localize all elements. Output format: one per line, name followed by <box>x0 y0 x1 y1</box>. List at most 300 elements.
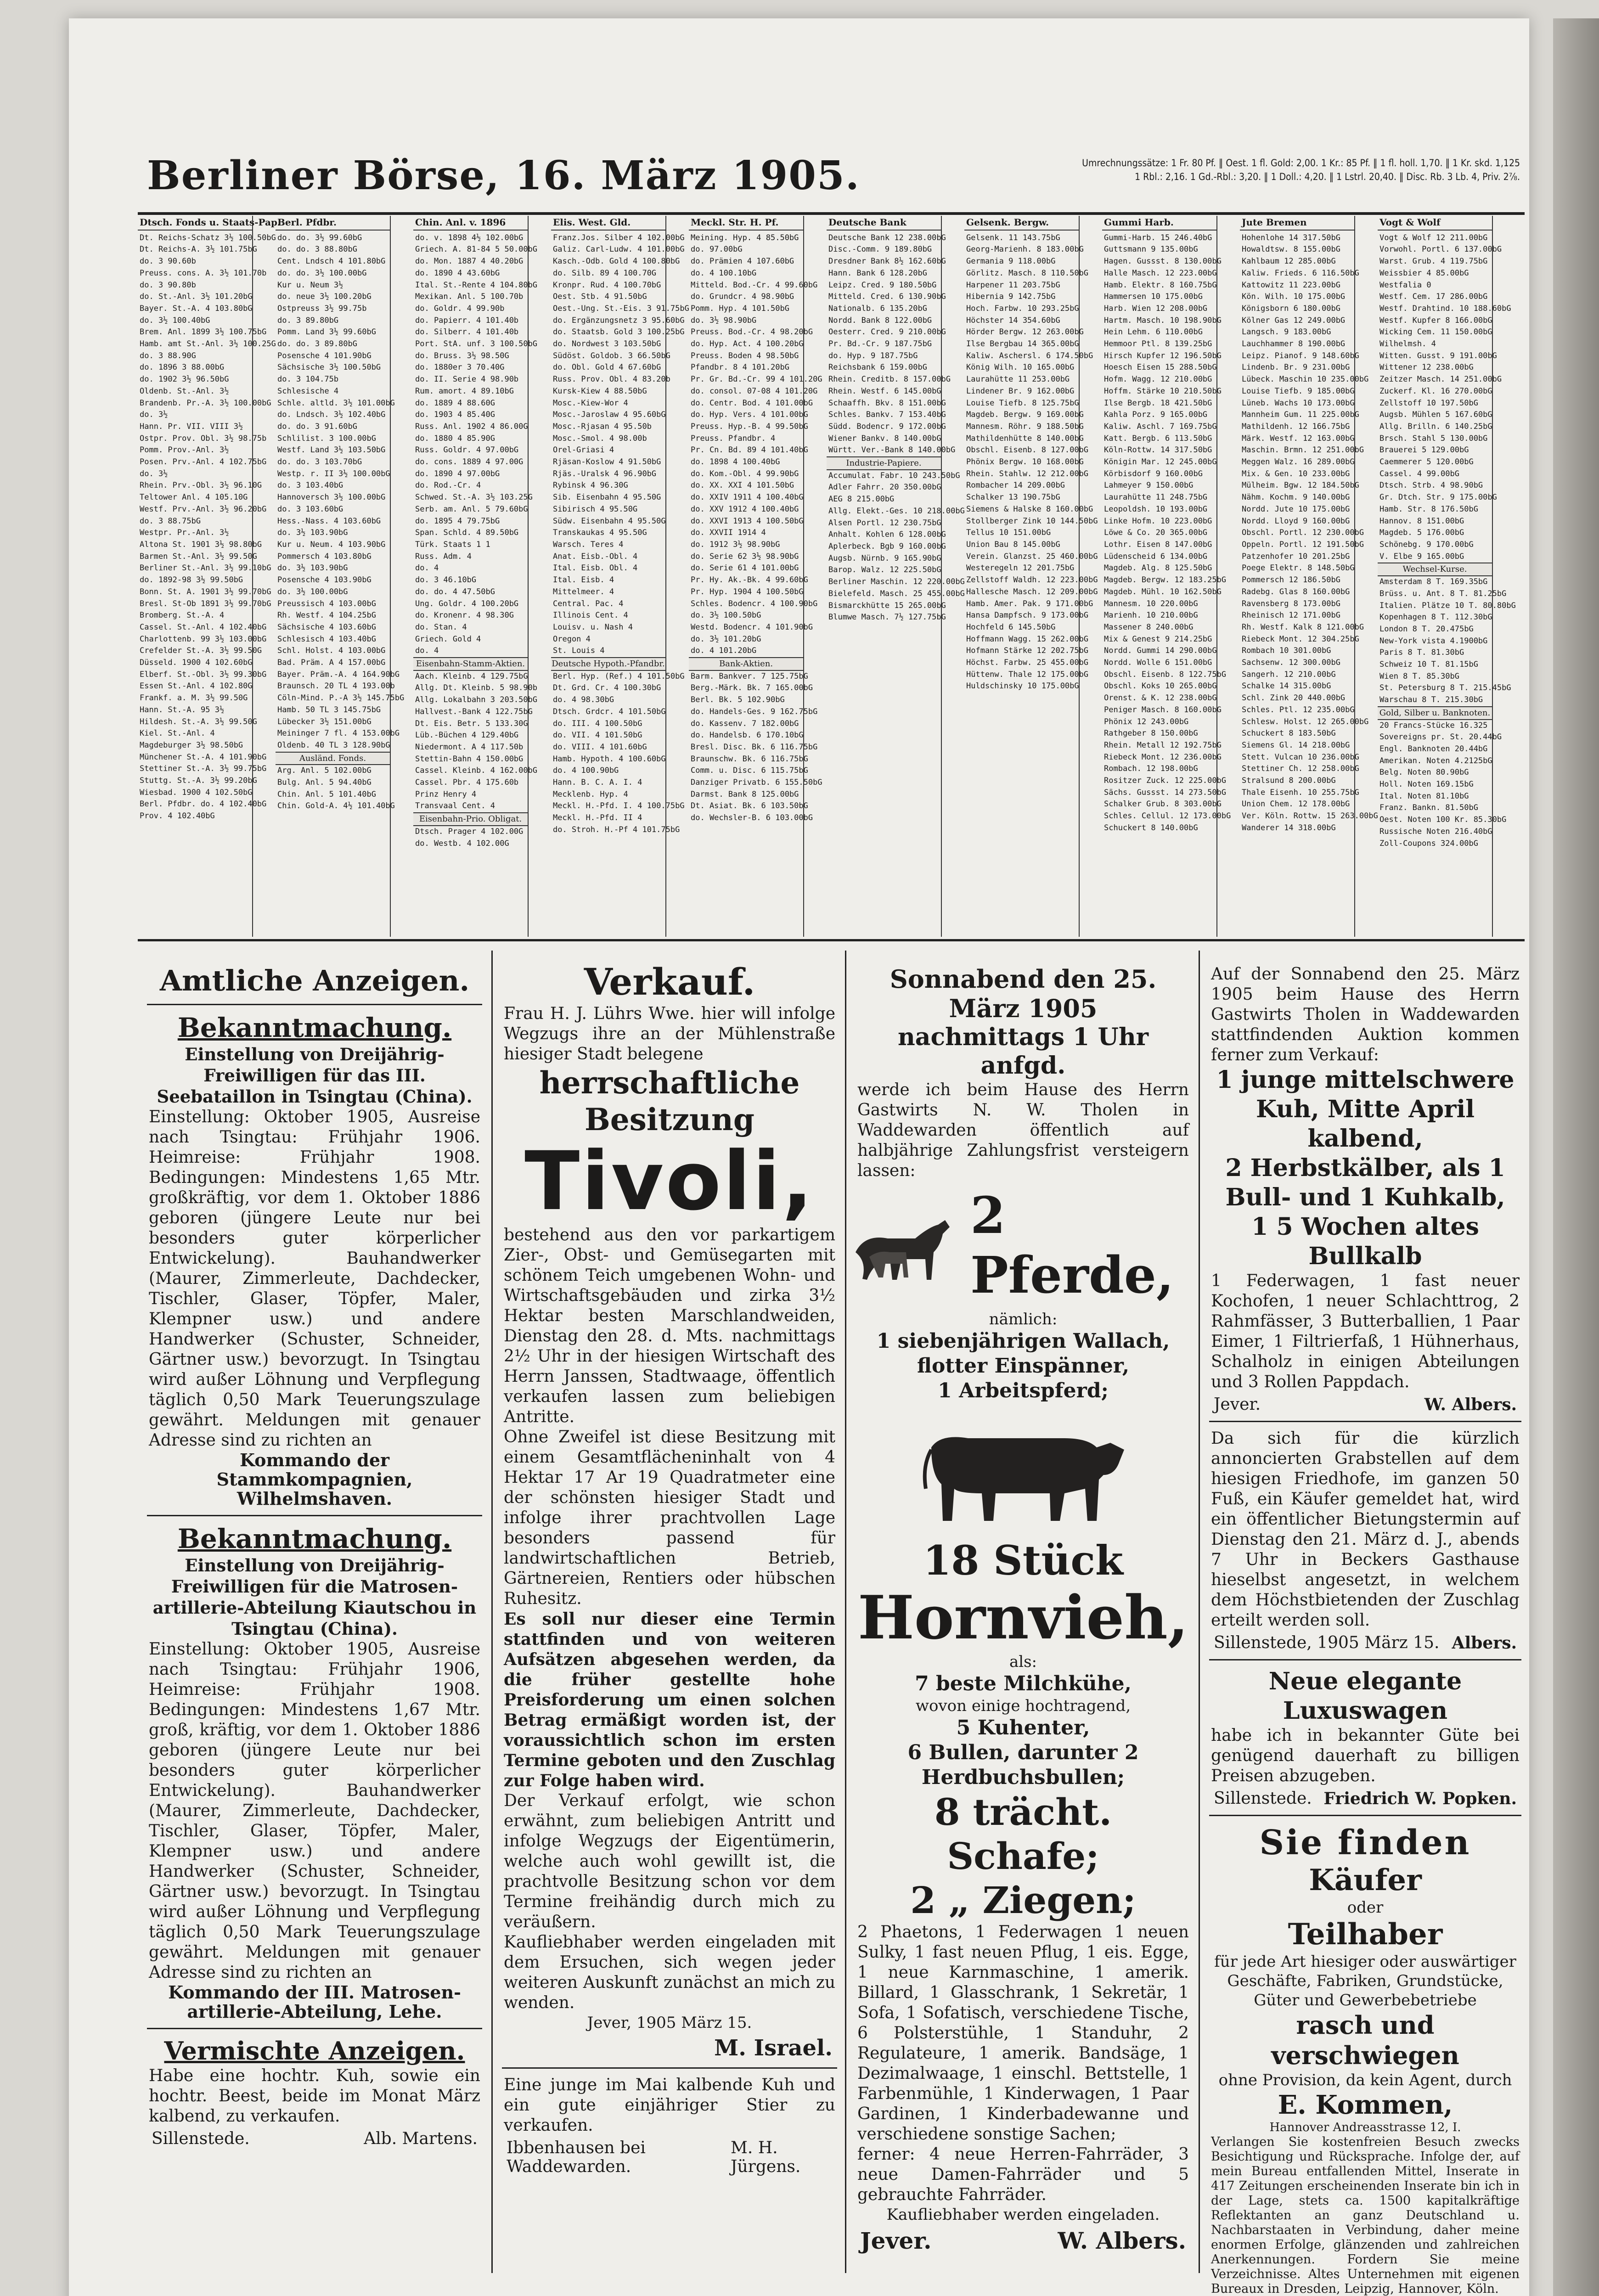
sale-signer: M. Israel. <box>714 2035 833 2061</box>
stock-row: Russische Noten 216.40bG <box>1379 827 1492 836</box>
stock-row: Vorwohl. Portl. 6 137.00bG <box>1379 245 1502 254</box>
stock-row: Russ. Adm. 4 <box>415 551 472 561</box>
stock-row: Brüss. u. Ant. 8 T. 81.25bG <box>1379 589 1507 598</box>
grave-signature <box>1214 1633 1517 1653</box>
goats-line: 2 „ Ziegen; <box>910 1879 1136 1922</box>
stock-row: Russ. Prov. Obl. 4 83.20b <box>553 375 670 384</box>
stocks-rule-bottom <box>138 939 1525 941</box>
stock-row: Mannesm. 10 220.00bG <box>1104 599 1198 608</box>
stock-row: do. do. 3½ 100.00bG <box>277 268 367 278</box>
stock-section-heading: Bank-Aktien. <box>689 657 803 671</box>
stock-row: Westp. r. II 3½ 100.00bG <box>277 469 390 478</box>
stock-row: Meckl. H.-Pfd. II 4 <box>553 813 642 823</box>
stock-row: do. neue 3½ 100.20bG <box>277 292 372 302</box>
stock-row: Holl. Noten 169.15bG <box>1379 780 1474 789</box>
stock-column <box>827 216 965 937</box>
stock-row: Rositzer Zuck. 12 225.00bG <box>1104 776 1227 786</box>
stock-row: Louise Tiefb. 8 125.75bG <box>966 398 1079 408</box>
estate-name: Tivoli, <box>524 1134 815 1228</box>
stock-row: Georg-Marienh. 8 183.00bG <box>966 245 1084 254</box>
sheep-line: 8 trächt. Schafe; <box>934 1790 1112 1878</box>
stock-row: do. do. 3 89.80bG <box>277 339 357 349</box>
stock-row: Kaliw. Aschersl. 6 174.50bG <box>966 351 1093 360</box>
stock-row: Gelsenk. 11 143.75bG <box>966 233 1060 242</box>
stock-table <box>138 216 1515 937</box>
stock-row: Westf. Land 3½ 103.50bG <box>277 445 386 455</box>
stock-row: Vogt & Wolf 12 211.00bG <box>1379 233 1488 242</box>
stock-row: do. Kronenr. 4 98.30G <box>415 611 514 620</box>
stock-row: Lahmeyer 9 150.00bG <box>1104 481 1194 490</box>
stock-row: Nordd. Bank 8 122.00bG <box>828 315 932 325</box>
stock-row: do. Silb. 89 4 100.70G <box>553 268 657 278</box>
stock-row: Sächs. Gussst. 14 273.50bG <box>1104 788 1227 797</box>
stock-row: Engl. Banknoten 20.44bG <box>1379 744 1488 754</box>
stock-row: Griech. Gold 4 <box>415 634 481 644</box>
cow-ad-place: Ibbenhausen bei Waddewarden. <box>507 2138 646 2176</box>
stock-row: Königin Mar. 12 245.00bG <box>1104 457 1217 467</box>
stock-row: do. Grundcr. 4 98.90bG <box>691 292 794 302</box>
stock-row: Hartm. Masch. 10 198.90bG <box>1104 315 1222 325</box>
stock-row: do. Prämien 4 107.60bG <box>691 257 794 266</box>
sf-heading: Sie finden <box>1259 1823 1471 1863</box>
stock-row: do. 4 <box>415 646 439 656</box>
stock-column <box>551 216 689 937</box>
stock-row: Südw. Eisenbahn 4 95.50G <box>553 516 666 526</box>
stock-row: Sächsische 3½ 100.50bG <box>277 363 381 372</box>
stock-row: Darmst. Bank 8 125.00bG <box>691 789 799 799</box>
stock-row: do. 3½ 101.20bG <box>691 634 761 644</box>
stock-row: Riebeck Mont. 12 304.25bG <box>1242 634 1359 644</box>
stock-row: do. 97.00bG <box>691 245 743 254</box>
stock-row: Bulg. Anl. 5 94.40bG <box>277 778 372 788</box>
stock-row: Chin. Anl. 5 101.40bG <box>277 789 376 799</box>
stock-row: Posensche 4 103.90bG <box>277 575 372 585</box>
horse-icon <box>846 1202 961 1289</box>
stock-row: Comm. u. Disc. 6 115.75bG <box>691 766 808 776</box>
stock-row: Gummi-Harb. 15 246.40bG <box>1104 233 1212 242</box>
ad-column-official <box>138 951 491 2273</box>
stock-row: Mosc.-Kiew-Wor 4 <box>553 398 628 408</box>
stock-row: Pomm. Prov.-Anl. 3½ <box>140 445 229 455</box>
stock-row: Berl. Bk. 5 102.90bG <box>691 695 785 705</box>
stock-row: Görlitz. Masch. 8 110.50bG <box>966 268 1089 278</box>
stock-row: Sovereigns pr. St. 20.44bG <box>1379 732 1502 742</box>
stock-row: Schles. Cellul. 12 173.00bG <box>1104 811 1231 821</box>
stock-row: Caemmerer 5 120.00bG <box>1379 457 1474 467</box>
stock-row: Orenst. & K. 12 238.00bG <box>1104 693 1217 703</box>
stock-row: Berg.-Märk. Bk. 7 165.00bG <box>691 683 813 693</box>
stock-row: Sibirisch 4 95.50G <box>553 504 638 514</box>
stock-row: do. do. 3 103.70bG <box>277 457 362 467</box>
stock-row: Ital. Eisb. Obl. 4 <box>553 563 638 573</box>
stock-row: Rathgeber 8 150.00bG <box>1104 729 1198 738</box>
rates-line-1: Umrechnungssätze: 1 Fr. 80 Pf. ‖ Oest. 1 fl. Gold: 2,00. 1 Kr.: 85 Pf. ‖ 1 fl. holl. 1,70. ‖ 1 Kr. skd. 1,125 <box>1082 158 1520 169</box>
stock-row: Verein. Glanzst. 25 460.00bG <box>966 551 1098 561</box>
auction-place: Jever. <box>860 2227 932 2254</box>
divider <box>1209 1659 1521 1660</box>
stock-row: Transkaukas 4 95.50G <box>553 528 647 538</box>
stock-row: Bayer. Präm.-A. 4 164.90bG <box>277 670 400 679</box>
stock-section-heading: Gold, Silber u. Banknoten. <box>1378 706 1492 720</box>
stock-row: Schuckert 8 140.00bG <box>1104 823 1198 833</box>
stock-row: Leipz. Pianof. 9 148.60bG <box>1242 351 1359 360</box>
stock-row: Hildesh. St.-A. 3½ 99.50G <box>140 717 257 726</box>
stock-row: Stollberger Zink 10 144.50bG <box>966 516 1098 526</box>
stock-row: Preuss. Pfandbr. 4 <box>691 433 776 443</box>
stock-row: Weissbier 4 85.00bG <box>1379 268 1469 278</box>
stock-row: Schlesische 4 <box>277 386 339 396</box>
stock-row: Blumwe Masch. 7½ 127.75bG <box>828 613 946 622</box>
stock-row: do. do. 3 88.80bG <box>277 245 357 254</box>
stock-row: Rjäsan-Koslow 4 91.50bG <box>553 457 661 467</box>
stock-row: Meining. Hyp. 4 85.50bG <box>691 233 799 242</box>
stock-column <box>964 216 1098 937</box>
stock-row: Frankf. a. M. 3½ 99.50G <box>140 693 248 703</box>
stock-row: Mecklenb. Hyp. 4 <box>553 789 628 799</box>
stock-row: Witten. Gusst. 9 191.00bG <box>1379 351 1497 360</box>
stock-row: Kahlbaum 12 285.00bG <box>1242 257 1336 266</box>
stock-row: Disc.-Comm. 9 189.80bG <box>828 245 932 254</box>
divider <box>147 2028 482 2029</box>
stock-row: Pommersch 12 186.50bG <box>1242 575 1340 585</box>
stock-row: Prov. 4 102.40bG <box>140 811 215 821</box>
divider <box>502 2067 837 2069</box>
stock-row: Marienh. 10 210.00bG <box>1104 611 1198 620</box>
stock-row: Obschl. Eisenb. 8 127.00bG <box>966 445 1089 455</box>
stock-row: Mathildenh. 12 166.75bG <box>1242 422 1350 431</box>
sale-text-2: Ohne Zweifel ist diese Besitzung mit einem Gesamtflächeninhalt von 4 Hektar 17 Ar 19 Quadratmeter eine der schönsten hiesiger Stadt und infolge ihrer prachtvollen Lage besonders passend für landwirtschaftlichen Betrieb, Gärtnereien, Rentiers oder hübschen Ruhesitz. <box>504 1428 835 1608</box>
stock-row: Alsen Portl. 12 230.75bG <box>828 518 941 528</box>
cattle-1b: wovon einige hochtragend, <box>915 1697 1131 1715</box>
stock-row: Zellstoff 10 197.50bG <box>1379 398 1478 408</box>
stock-column-head: Deutsche Bank <box>827 216 941 231</box>
stock-section-heading: Eisenbahn-Prio. Obligat. <box>413 812 528 826</box>
stock-row: do. Rod.-Cr. 4 <box>415 481 481 490</box>
stock-row: 20 Francs-Stücke 16.325 <box>1379 720 1488 730</box>
stock-row: Westeregeln 12 201.75bG <box>966 563 1075 573</box>
stock-row: do. Handelsb. 6 170.10bG <box>691 731 804 740</box>
sf-or: oder <box>1347 1898 1384 1917</box>
stock-row: Rjäs.-Uralsk 4 96.90bG <box>553 469 657 478</box>
stock-row: do. 1902 3½ 96.50bG <box>140 375 229 384</box>
lux-signature <box>1214 1789 1517 1808</box>
stock-row: Mosc.-Smol. 4 98.00b <box>553 433 647 443</box>
stock-row: Berl. Pfdbr. do. 4 102.40bG <box>140 799 267 809</box>
stock-row: do. 3½ <box>140 410 168 420</box>
stock-row: do. 3 89.80bG <box>277 315 339 325</box>
stock-row: Mix & Genest 9 214.25bG <box>1104 634 1212 644</box>
stock-row: do. VIII. 4 101.60bG <box>553 742 647 752</box>
stock-row: do. III. 4 100.50bG <box>553 719 642 728</box>
stock-row: St. Louis 4 <box>553 646 605 656</box>
stock-row: do. Westb. 4 102.00G <box>415 838 509 848</box>
extra-item-3: 1 5 Wochen altes Bullkalb <box>1251 1213 1479 1270</box>
stock-row: Riebeck Mont. 12 236.00bG <box>1104 752 1222 762</box>
stock-row: do. Serie 61 4 101.00bG <box>691 563 799 573</box>
stock-row: Wittener 12 238.00bG <box>1379 363 1474 372</box>
stock-row: Schönebg. 9 170.00bG <box>1379 540 1474 549</box>
stock-row: Cassel. Kleinb. 4 162.00bG <box>415 766 538 776</box>
stock-row: Oregon 4 <box>553 634 591 644</box>
stock-column-head: Chin. Anl. v. 1896 <box>413 216 528 231</box>
stock-row: Maschin. Brmn. 12 251.00bG <box>1242 445 1364 455</box>
stock-row: Warschau 8 T. 215.30bG <box>1379 695 1483 705</box>
stock-row: Cöln-Mind. P.-A 3½ 145.75bG <box>277 693 405 703</box>
stock-row: AEG 8 215.00bG <box>828 495 895 504</box>
stock-column-head: Gummi Harb. <box>1102 216 1216 231</box>
stock-row: Zoll-Coupons 324.00bG <box>1379 838 1478 848</box>
stock-row: do. VII. 4 101.50bG <box>553 731 642 740</box>
stock-row: Pfandbr. 8 4 101.20bG <box>691 363 789 372</box>
stock-row: Magdeb. Mühl. 10 162.50bG <box>1104 587 1222 597</box>
stock-row: Oesterr. Cred. 9 210.00bG <box>828 327 946 337</box>
stock-row: Transvaal Cent. 4 <box>415 801 495 811</box>
stock-row: Dtsch. Strb. 4 98.90bG <box>1379 481 1483 490</box>
stock-row: do. St.-Anl. 3½ 101.20bG <box>140 292 253 302</box>
stock-row: Stett. Vulcan 10 236.00bG <box>1242 752 1359 762</box>
stock-row: Kaliw. Aschl. 7 169.75bG <box>1104 422 1217 431</box>
stock-row: Rombach 10 301.00bG <box>1242 646 1331 656</box>
stock-row: Poege Elektr. 8 148.50bG <box>1242 563 1355 573</box>
stock-row: do. 1890 4 97.00bG <box>415 469 500 478</box>
stock-row: Niedermont. A 4 117.50b <box>415 742 524 752</box>
stock-row: Württ. Ver.-Bank 8 140.00bG <box>828 445 956 455</box>
stock-row: Hess.-Nass. 4 103.60bG <box>277 516 381 526</box>
stock-row: Schles. Bankv. 7 153.40bG <box>828 410 946 420</box>
stock-row: Magdeb. Bergw. 9 169.00bG <box>966 410 1084 420</box>
stock-row: Brauerei 5 129.00bG <box>1379 445 1469 455</box>
stock-row: Guttsmann 9 135.00bG <box>1104 245 1198 254</box>
stock-row: Hansa Dampfsch. 9 173.00bG <box>966 611 1089 620</box>
grave-signer: Albers. <box>1452 1633 1517 1653</box>
stock-row: Schlesisch 4 103.40bG <box>277 634 376 644</box>
sf-address: Hannover Andreasstrasse 12, I. <box>1269 2121 1461 2134</box>
stock-row: Westpr. Pr.-Anl. 3½ <box>140 528 229 538</box>
stock-row: do. Hyp. 9 187.75bG <box>828 351 918 360</box>
stock-row: Hörder Bergw. 12 263.00bG <box>966 327 1084 337</box>
stock-row: Schaaffh. Bkv. 8 151.00bG <box>828 398 946 408</box>
stock-row: Anhalt. Kohlen 6 128.00bG <box>828 530 946 540</box>
stock-row: Hofmann Stärke 12 202.75bG <box>966 646 1089 656</box>
stock-row: Hochfeld 6 145.50bG <box>966 622 1056 632</box>
stock-row: Accumulat. Fabr. 10 243.50bG <box>828 471 960 480</box>
stock-row: do. Hyp. Act. 4 100.20bG <box>691 339 804 349</box>
stock-row: do. Wechsler-B. 6 103.00bG <box>691 813 813 823</box>
stock-row: New-York vista 4.1900bG <box>1379 636 1488 646</box>
ad-column-tivoli <box>491 951 846 2273</box>
stock-row: Preuss. cons. A. 3½ 101.70b <box>140 268 267 278</box>
stock-row: Huldschinsky 10 175.00bG <box>966 681 1079 691</box>
stock-row: Schwed. St.-A. 3½ 103.25G <box>415 493 533 502</box>
stock-row: Hamb. 50 TL 3 145.75bG <box>277 705 381 715</box>
stock-row: Schweiz 10 T. 81.15bG <box>1379 660 1478 670</box>
stock-row: Schl. Zink 20 440.00bG <box>1242 693 1346 703</box>
stock-row: Louisv. u. Nash 4 <box>553 622 633 632</box>
stock-row: Höchst. Farbw. 25 455.00bG <box>966 658 1089 668</box>
cattle-1: 7 beste Milchkühe, <box>915 1672 1132 1695</box>
stock-row: Lauchhammer 8 190.00bG <box>1242 339 1346 349</box>
stock-row: do. 1896 3 88.00bG <box>140 363 225 372</box>
stock-row: Pomm. Hyp. 4 101.50bG <box>691 304 789 313</box>
stock-row: St. Petersburg 8 T. 215.45bG <box>1379 683 1511 693</box>
stock-row: Bad. Präm. A 4 157.00bG <box>277 658 386 668</box>
auction-buyers: Kaufliebhaber werden eingeladen. <box>886 2206 1160 2224</box>
notice-2-address: Kommando der III. Matrosen-artillerie-Abteilung, Lehe. <box>168 1982 461 2022</box>
stock-row: Anat. Eisb.-Obl. 4 <box>553 551 638 561</box>
estate-label: herrschaftliche Besitzung <box>539 1065 800 1137</box>
stock-row: Hoffm. Stärke 10 210.50bG <box>1104 386 1222 396</box>
stock-row: Hohenlohe 14 317.50bG <box>1242 233 1340 242</box>
stock-row: Münchener St.-A. 4 101.90bG <box>140 752 267 762</box>
stock-row: do. Kom.-Obl. 4 99.90bG <box>691 469 799 478</box>
stock-row: do. do. 3½ 99.60bG <box>277 233 362 242</box>
stock-row: do. Nordwest 3 103.50bG <box>553 339 661 349</box>
stock-row: Magdeb. Alg. 8 125.50bG <box>1104 563 1212 573</box>
stock-row: Brsch. Stahl 5 130.00bG <box>1379 433 1488 443</box>
horses-row <box>846 1186 1200 1305</box>
stock-row: Kasch.-Odb. Gold 4 100.80bG <box>553 257 680 266</box>
stock-column <box>276 216 405 937</box>
stock-row: Orel-Griasi 4 <box>553 445 614 455</box>
stock-row: Hein Lehm. 6 110.00bG <box>1104 327 1203 337</box>
stock-row: do. Centr. Bod. 4 101.00bG <box>691 398 813 408</box>
cattle-label: Hornvieh, <box>858 1582 1188 1653</box>
stock-row: Oldenb. St.-Anl. 3½ <box>140 386 229 396</box>
stock-row: do. 3 90.80b <box>140 280 196 290</box>
stock-row: Allg. Brilln. 6 140.25bG <box>1379 422 1492 431</box>
stock-row: do. 1880 4 85.90G <box>415 433 495 443</box>
stock-row: Allg. Lokalbahn 3 203.50bG <box>415 695 538 705</box>
stock-row: do. 1895 4 79.75bG <box>415 516 500 526</box>
stock-row: do. Staatsb. Gold 3 100.25bG <box>553 327 685 337</box>
stock-row: Essen St.-Anl. 4 102.80G <box>140 681 253 691</box>
stock-column <box>413 216 538 937</box>
auction-time: nachmittags 1 Uhr anfgd. <box>897 1023 1149 1080</box>
stock-row: Ilse Bergbau 14 365.00bG <box>966 339 1079 349</box>
stock-row: Russ. Goldr. 4 97.00bG <box>415 445 519 455</box>
stock-row: Hannoversch 3½ 100.00bG <box>277 493 386 502</box>
stock-row: do. 4 100.90bG <box>553 766 619 776</box>
stock-row: Kronpr. Rud. 4 100.70bG <box>553 280 661 290</box>
stock-row: Nordd. Wolle 6 151.00bG <box>1104 658 1212 668</box>
stock-row: Preuss. Boden 4 98.50bG <box>691 351 799 360</box>
stock-row: Rybinsk 4 96.30G <box>553 481 628 490</box>
misc-signature <box>152 2129 478 2148</box>
stock-row: Meckl. H.-Pfd. I. 4 100.75bG <box>553 801 685 811</box>
stock-row: do. 3 90.60b <box>140 257 196 266</box>
stock-row: Port. StA. unf. 3 100.50bG <box>415 339 538 349</box>
cattle-als: als: <box>1009 1653 1037 1671</box>
stock-row: Düsseld. 1900 4 102.60bG <box>140 658 253 668</box>
rates-line-2: 1 Rbl.: 2,16. 1 Gd.-Rbl.: 3,20. ‖ 1 Doll.: 4,20. ‖ 1 Lstrl. 20,40. ‖ Disc. Rb. 3 Lb. 4, Priv. 2⅞. <box>1135 171 1520 182</box>
divider <box>1209 1815 1521 1816</box>
page-spine <box>1553 18 1599 2296</box>
stock-column <box>689 216 822 937</box>
advertisements <box>138 951 1520 2296</box>
stock-row: Südd. Bodencr. 9 172.00bG <box>828 422 946 431</box>
notice-2-text: Einstellung: Oktober 1905, Ausreise nach Tsingtau: Frühjahr 1906, Heimreise: Frühjahr 1908. Bedingungen: Mindestens 1,67 Mtr. groß, kräftig, vor dem 1. Oktober 1886 geboren (jüngere Leute nur bei besonders guter körperlicher Entwickelung). Bauhandwerker (Maurer, Zimmerleute, Dachdecker, Tischler, Glaser, Töpfer, Maler, Klempner usw.) und andere Handwerker (Schuster, Schneider, Gärtner usw.) bevorzugt. In Tsingtau wird außer Löhnung und Verpflegung täglich 0,50 Mark Teuerungszulage gewährt. Meldungen mit genauer Adresse sind zu richten an <box>149 1640 480 1982</box>
conversion-rates <box>1024 156 1520 184</box>
extra-signature <box>1214 1395 1517 1414</box>
stock-row: Rheinisch 12 171.00bG <box>1242 611 1340 620</box>
stock-row: Mülheim. Bgw. 12 184.50bG <box>1242 481 1359 490</box>
stock-row: Hann. Pr. VII. VIII 3½ <box>140 422 243 431</box>
stock-row: Hallvest.-Bank 4 122.75bG <box>415 707 533 716</box>
stock-row: Hann. Bank 6 128.20bG <box>828 268 927 278</box>
stock-row: Serb. am. Anl. 5 79.60bG <box>415 504 528 514</box>
stock-row: Dresdner Bank 8½ 162.60bG <box>828 257 946 266</box>
stock-row: Hannov. 8 151.00bG <box>1379 516 1464 526</box>
horse-1: 1 siebenjährigen Wallach, flotter Einspänner, <box>876 1329 1170 1378</box>
stock-row: Lothr. Eisen 8 147.00bG <box>1104 540 1212 549</box>
stock-row: do. 1912 3½ 98.90bG <box>691 540 780 549</box>
stock-row: Russ. Anl. 1902 4 86.00G <box>415 422 528 431</box>
stock-row: Mexikan. Anl. 5 100.70b <box>415 292 524 302</box>
stock-row: Magdeb. 5 176.00bG <box>1379 528 1464 538</box>
stock-row: do. XXVII 1914 4 <box>691 528 766 538</box>
stock-column-head: Berl. Pfdbr. <box>276 216 390 231</box>
stock-row: do. 1890 4 43.60bG <box>415 268 500 278</box>
stock-row: Rhein. Prv.-Obl. 3½ 96.10G <box>140 481 262 490</box>
auction-date: Sonnabend den 25. März 1905 <box>890 964 1157 1023</box>
stock-row: Laurahütte 11 248.75bG <box>1104 493 1208 502</box>
stock-row: Dt. Eis. Betr. 5 133.30G <box>415 719 528 728</box>
stock-row: do. 4 98.30bG <box>553 695 614 705</box>
stock-row: do. cons. 1889 4 97.00G <box>415 457 524 467</box>
stock-row: Posen. Prv.-Anl. 4 102.75bG <box>140 457 267 467</box>
stock-row: Hann. B. C. A. I. 4 <box>553 778 642 788</box>
stock-row: Allg. Dt. Kleinb. 5 98.90b <box>415 683 538 693</box>
stock-column <box>1240 216 1378 937</box>
stock-row: Stettin-Bahn 4 150.00bG <box>415 754 524 764</box>
notice-1-address: Kommando der Stammkompagnien, Wilhelmshaven. <box>216 1450 413 1509</box>
stock-row: Hann. St.-A. 95 3½ <box>140 705 225 715</box>
stock-row: Amerikan. Noten 4.2125bG <box>1379 756 1492 765</box>
stock-row: do. Goldr. 4 99.90b <box>415 304 505 313</box>
notice-1-text: Einstellung: Oktober 1905, Ausreise nach Tsingtau: Frühjahr 1906. Heimreise: Frühjahr 1908. Bedingungen: Mindestens 1,65 Mtr. großkräftig, vor dem 1. Oktober 1886 geboren (jüngere Leute nur bei besonders guter körperlicher Entwickelung). Bauhandwerker (Maurer, Zimmerleute, Dachdecker, Tischler, Glaser, Töpfer, Maler, Klempner usw.) und andere Handwerker (Schuster, Schneider, Gärtner usw.) bevorzugt. In Tsingtau wird außer Löhnung und Verpflegung täglich 0,50 Mark Teuerungszulage gewährt. Meldungen mit genauer Adresse sind zu richten an <box>149 1108 480 1450</box>
stock-row: do. 3½ 100.50bG <box>691 611 761 620</box>
stock-row: Brem. Anl. 1899 3½ 100.75bG <box>140 327 267 337</box>
stock-row: Patzenhofer 10 201.25bG <box>1242 551 1350 561</box>
lux-text: habe ich in bekannter Güte bei genügend dauerhaft zu billigen Preisen abzugeben. <box>1211 1726 1520 1785</box>
stock-row: do. Bruss. 3½ 98.50G <box>415 351 509 360</box>
stock-row: do. Lndsch. 3½ 102.40bG <box>277 410 386 420</box>
stock-row: do. 3 88.90G <box>140 351 196 360</box>
stock-row: Sib. Eisenbahn 4 95.50G <box>553 493 661 502</box>
stock-row: Rhein. Creditb. 8 157.00bG <box>828 375 951 384</box>
stock-row: Bayer. St.-A. 4 103.80bG <box>140 304 253 313</box>
stock-row: Braunsch. 20 TL 4 193.00b <box>277 681 395 691</box>
stock-row: Leipz. Cred. 9 180.50bG <box>828 280 937 290</box>
stock-row: Dtsch. Grdcr. 4 101.50bG <box>553 707 666 716</box>
stock-row: Halle Masch. 12 223.00bG <box>1104 268 1217 278</box>
stock-row: Brandenb. Pr.-A. 3½ 100.00bG <box>140 398 271 408</box>
sale-text-5: Kaufliebhaber werden eingeladen mit dem Ersuchen, sich wegen jeder weiteren Auskunft zunächst an mich zu wenden. <box>504 1933 835 2012</box>
sf-desc: für jede Art hiesiger oder auswärtiger Geschäfte, Fabriken, Grundstücke, Güter und Gewerbebetriebe <box>1214 1953 1516 2009</box>
stock-row: Kölner Gas 12 249.00bG <box>1242 315 1346 325</box>
stock-row: Augsb. Mühlen 5 167.60bG <box>1379 410 1492 420</box>
stock-column-head: Jute Bremen <box>1240 216 1354 231</box>
stock-row: Nordd. Jute 10 175.00bG <box>1242 504 1350 514</box>
stock-row: Gr. Dtch. Str. 9 175.00bG <box>1379 493 1497 502</box>
extra-signer: W. Albers. <box>1424 1395 1517 1414</box>
stock-row: Ostpr. Prov. Obl. 3½ 98.75b <box>140 433 267 443</box>
cow-ad-signature <box>507 2138 833 2176</box>
stock-row: Aach. Kleinb. 4 129.75bG <box>415 671 528 681</box>
cow-ad-name: M. H. Jürgens. <box>731 2138 801 2176</box>
stock-row: Köln-Rottw. 14 317.50bG <box>1104 445 1212 455</box>
stock-row: Cent. Lndsch 4 101.80bG <box>277 257 386 266</box>
